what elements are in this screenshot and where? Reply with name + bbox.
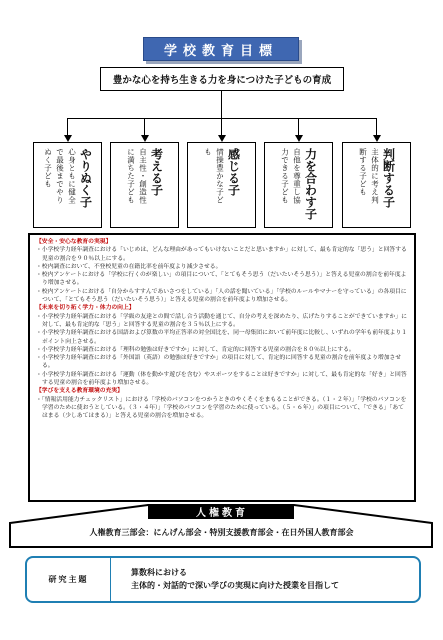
list-item: ・小学校学力経年調査における国語および算数の平均正答率の対全国比を、同一母集団において前年度に比較し、いずれの学年も前年度より１ポイント向上させる。 [36, 330, 408, 345]
arrow-down-icon [295, 135, 303, 142]
goals-detail-box [28, 233, 416, 502]
connector-drop-3 [221, 118, 222, 135]
connector-drop-4 [298, 118, 299, 135]
child-desc-line: 主体的に考え判 [370, 148, 380, 204]
child-desc-line: 断する子ども [358, 148, 368, 196]
connector-bar [67, 118, 377, 119]
connector-trunk [221, 91, 222, 119]
list-item: ・小学校学力経年調査における「学級の友達との間で話し合う活動を通じて、自分の考えを深めたり、広げたりすることができていますか」に対して、最も肯定的な「思う」と回答する児童の割合を３５％以上にする。 [36, 313, 407, 328]
list-item: ・校内アンケートにおける「自分からすすんであいさつをしている」「人の話を聞いている」「学校のルールやマナーを守っている」の各項目について、「とてもそう思う（だいたいそう思う）」と答える児童の割合を前年度より増加させる。 [36, 288, 407, 304]
list-item: ・「情報活用能力チェックリスト」における「学校のパソコンをつかうときのやくそくをまもることができる。（１・２年）」「学校のパソコンを学習のために使おうとしている。（３・４年）」「学校のパソコンを学習のために使っている。（５・６年）」の項目について、「できる」「あてはまる（少しあてはまる）」と答える児童の割合を増加させる。 [36, 396, 407, 420]
child-desc-line: ぬく子ども [43, 148, 53, 188]
jinken-label: 人権教育 [196, 508, 248, 519]
list-item: ・小学校学力経年調査における「いじめは、どんな理由があってもいけないことだと思いますか」に対して、最も肯定的な「思う」と回答する児童の割合を９０％以上にする。 [36, 247, 407, 262]
list-item: ・校内アンケートにおける「学校に行くのが楽しい」の項目について、「とてもそう思う（だいたいそう思う）」と答える児童の割合を前年度より増加させる。 [36, 272, 407, 287]
research-line: 主体的・対話的で深い学びの実現に向けた授業を目指して [131, 581, 339, 590]
child-box-chikara [264, 142, 333, 228]
child-desc-line: 自主性・創造性 [138, 148, 148, 204]
arrow-down-icon [64, 135, 72, 142]
arrow-down-icon [373, 135, 381, 142]
child-box-handan [342, 142, 411, 228]
child-heading: 考える子 [149, 148, 164, 196]
main-goal: 豊かな心を持ち生きる力を身につけた子どもの育成 [100, 67, 344, 91]
section-title: 【安全・安心な教育の実現】 [36, 239, 112, 245]
section-title: 【未来を切り拓く学力・体力の向上】 [36, 305, 135, 312]
jinken-departments: 人権教育三部会：にんげん部会・特別支援教育部会・在日外国人教育部会 [89, 528, 354, 537]
connector-drop-2 [144, 118, 145, 135]
child-desc-line: に満ちた子ども [126, 148, 136, 204]
child-box-kangaeru [110, 142, 179, 228]
connector-drop-1 [67, 118, 68, 135]
list-item: ・小学校学力経年調査における「理科の勉強は好きですか」に対して、肯定的に回答する児童の割合を８０％以上にする。 [36, 346, 355, 353]
list-item: ・校内調査において、不登校児童の在籍比率を前年度より減少させる。 [36, 263, 222, 270]
child-box-yarinuku [33, 142, 102, 228]
research-theme-box [25, 556, 421, 603]
research-line: 算数科における [131, 568, 187, 577]
list-item: ・小学校学力経年調査における「外国語（英語）の勉強は好きですか」の項目に対して、肯定的に回答する児童の割合を前年度より増加させる。 [36, 355, 402, 370]
child-desc-line: 心身ともに健全 [67, 148, 77, 204]
child-heading: 力を合わす子 [303, 148, 318, 220]
arrow-down-icon [141, 135, 149, 142]
child-desc-line: で最後までやり [55, 148, 65, 204]
child-desc-line: も [203, 148, 213, 156]
child-desc-line: 力できる子ども [280, 148, 290, 204]
arrow-down-icon [218, 135, 226, 142]
list-item: ・小学校学力経年調査における「運動（体を動かす遊びを含む）やスポーツをすることは好きですか」に対して、最も肯定的な「好き」と回答する児童の割合を前年度より増加させる。 [36, 371, 407, 387]
section-title: 【学びを支える教育環境の充実】 [36, 388, 123, 395]
research-body [111, 558, 419, 601]
child-heading: 判断する子 [381, 148, 396, 208]
school-goal-title: 学校教育目標 [143, 37, 299, 61]
child-heading: やりぬく子 [78, 148, 93, 208]
child-heading: 感じる子 [226, 148, 241, 196]
child-desc-line: 情操豊かな子ど [215, 148, 225, 204]
research-label: 研究主題 [27, 558, 111, 601]
child-box-kanjiru [187, 142, 256, 228]
connector-drop-5 [376, 118, 377, 135]
child-desc-line: 自他を尊重し協 [292, 148, 302, 204]
